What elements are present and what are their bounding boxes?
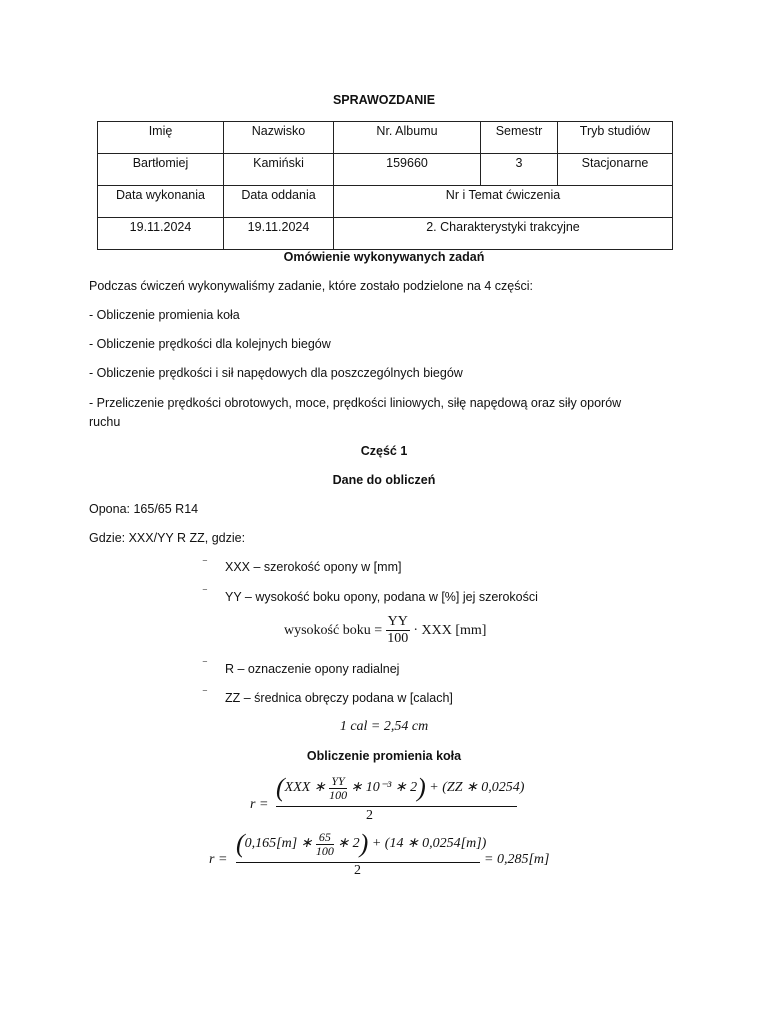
formula-cal: 1 cal = 2,54 cm [339, 719, 429, 734]
formula-radius-numeric-numerator [236, 829, 486, 859]
list-item: - Przeliczenie prędkości obrotowych, moce, prędkości liniowych, siłę napędową oraz siły oporów [89, 396, 622, 410]
formula-rhs: · XXX [mm] [413, 622, 487, 638]
fraction-numerator: YY [386, 614, 410, 631]
info-table [97, 121, 673, 250]
bullet-mark: ⁻ [202, 586, 208, 598]
table-cell: 159660 [334, 154, 481, 186]
data-heading: Dane do obliczeń [332, 473, 436, 487]
bullet-mark: ⁻ [202, 658, 208, 670]
paren-open: ( [236, 829, 245, 858]
list-item: - Obliczenie prędkości dla kolejnych biegów [89, 337, 331, 351]
fraction-bar [276, 806, 517, 807]
part-heading: Część 1 [360, 444, 408, 458]
table-cell: Bartłomiej [98, 154, 224, 186]
formula-sidewall [284, 614, 486, 647]
bullet-item: XXX – szerokość opony w [mm] [225, 560, 402, 574]
where-text: Gdzie: XXX/YY R ZZ, gdzie: [89, 531, 246, 545]
formula-lhs: wysokość boku = [284, 622, 383, 638]
formula-r-label: r = [209, 852, 228, 867]
tyre-text: Opona: 165/65 R14 [89, 502, 199, 516]
formula-part: 0,165[m] ∗ [244, 836, 313, 852]
formula-part: + (14 ∗ 0,0254[m]) [371, 836, 487, 852]
fraction-denominator: 100 [315, 843, 334, 858]
bullet-item: ZZ – średnica obręczy podana w [calach] [225, 691, 453, 705]
table-cell: 19.11.2024 [224, 218, 334, 250]
paren-open: ( [276, 773, 285, 802]
table-row [98, 218, 673, 250]
formula-denominator: 2 [366, 808, 373, 823]
table-cell: Data oddania [224, 186, 334, 218]
table-cell: Stacjonarne [558, 154, 673, 186]
table-cell: Nr i Temat ćwiczenia [334, 186, 673, 218]
bullet-mark: ⁻ [202, 557, 208, 569]
formula-fraction [386, 614, 410, 647]
formula-denominator: 2 [354, 863, 361, 878]
bullet-item: YY – wysokość boku opony, podana w [%] jej szerokości [225, 590, 538, 604]
formula-fraction [316, 831, 334, 857]
table-cell: Nazwisko [224, 122, 334, 154]
table-cell: Nr. Albumu [334, 122, 481, 154]
bullet-mark: ⁻ [202, 687, 208, 699]
list-item-continuation: ruchu [89, 415, 121, 429]
table-cell: Imię [98, 122, 224, 154]
table-cell: Tryb studiów [558, 122, 673, 154]
formula-part: + (ZZ ∗ 0,0254) [429, 780, 525, 796]
paren-close: ) [359, 829, 369, 858]
table-row [98, 122, 673, 154]
list-item: - Obliczenie promienia koła [89, 308, 240, 322]
table-cell: 19.11.2024 [98, 218, 224, 250]
table-cell: Semestr [481, 122, 558, 154]
formula-result: = 0,285[m] [484, 852, 550, 867]
fraction-denominator: 100 [387, 631, 409, 647]
table-cell: 2. Charakterystyki trakcyjne [334, 218, 673, 250]
formula-r-label: r = [250, 797, 269, 812]
table-cell: Kamiński [224, 154, 334, 186]
fraction-numerator: YY [329, 775, 347, 789]
paren-close: ) [417, 773, 426, 802]
formula-fraction [329, 775, 347, 801]
table-row [98, 154, 673, 186]
table-cell: Data wykonania [98, 186, 224, 218]
document-title: SPRAWOZDANIE [332, 93, 436, 107]
formula-part: XXX ∗ [284, 780, 326, 796]
formula-radius-general-numerator [276, 773, 524, 803]
table-cell: 3 [481, 154, 558, 186]
fraction-numerator: 65 [316, 831, 334, 845]
radius-heading: Obliczenie promienia koła [306, 749, 462, 763]
intro-text: Podczas ćwiczeń wykonywaliśmy zadanie, które zostało podzielone na 4 części: [89, 279, 533, 293]
section-heading: Omówienie wykonywanych zadań [283, 250, 485, 264]
bullet-item: R – oznaczenie opony radialnej [225, 662, 400, 676]
list-item: - Obliczenie prędkości i sił napędowych dla poszczególnych biegów [89, 366, 463, 380]
table-row [98, 186, 673, 218]
fraction-denominator: 100 [329, 787, 348, 802]
formula-part: ∗ 10⁻³ ∗ 2 [350, 780, 418, 796]
formula-part: ∗ 2 [337, 836, 360, 852]
